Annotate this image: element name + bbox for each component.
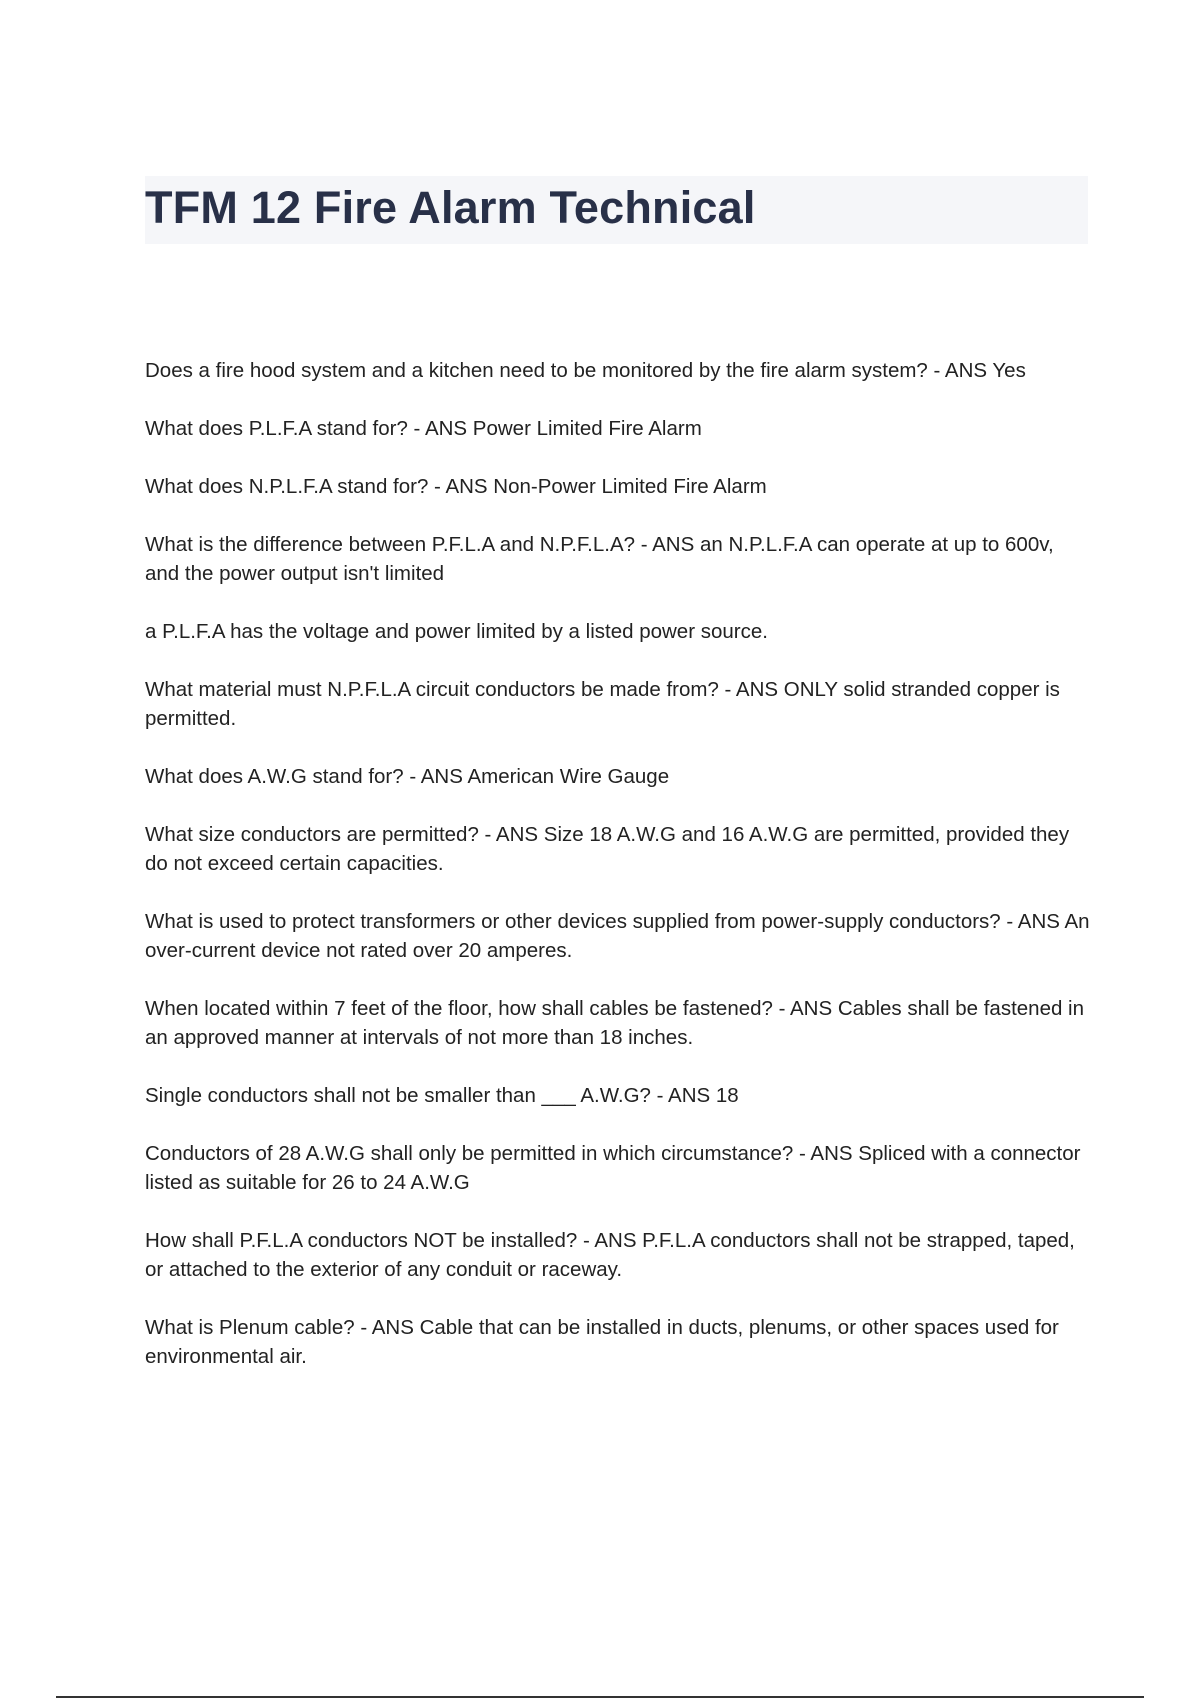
qa-paragraph: Does a fire hood system and a kitchen need to be monitored by the fire alarm system? - ANS Yes	[145, 359, 1026, 382]
qa-paragraph: What size conductors are permitted? - ANS Size 18 A.W.G and 16 A.W.G are permitted, provided they do not exceed certain capacities.	[145, 823, 1070, 875]
qa-paragraph: What does N.P.L.F.A stand for? - ANS Non-Power Limited Fire Alarm	[145, 475, 767, 498]
footer-divider	[56, 1696, 1144, 1698]
qa-paragraph: What does A.W.G stand for? - ANS American Wire Gauge	[145, 765, 670, 788]
qa-paragraph: How shall P.F.L.A conductors NOT be installed? - ANS P.F.L.A conductors shall not be strapped, taped, or attached to the exterior of any conduit or raceway.	[145, 1229, 1075, 1281]
qa-paragraph: When located within 7 feet of the floor, how shall cables be fastened? - ANS Cables shall be fastened in an approved manner at intervals of not more than 18 inches.	[145, 997, 1085, 1049]
qa-list	[145, 356, 1090, 1400]
qa-paragraph: What material must N.P.F.L.A circuit conductors be made from? - ANS ONLY solid stranded copper is permitted.	[145, 678, 1060, 730]
qa-paragraph: Single conductors shall not be smaller than ___ A.W.G? - ANS 18	[145, 1084, 739, 1107]
qa-paragraph: a P.L.F.A has the voltage and power limited by a listed power source.	[145, 620, 768, 643]
qa-paragraph: What is used to protect transformers or other devices supplied from power-supply conductors? - ANS An over-current device not rated over 20 amperes.	[145, 910, 1090, 962]
qa-paragraph: What is the difference between P.F.L.A and N.P.F.L.A? - ANS an N.P.L.F.A can operate at up to 600v, and the power output isn't limited	[145, 533, 1054, 585]
qa-paragraph: Conductors of 28 A.W.G shall only be permitted in which circumstance? - ANS Spliced with a connector listed as suitable for 26 to 24 A.W.G	[145, 1142, 1081, 1194]
title-banner	[145, 176, 1088, 244]
qa-paragraph: What does P.L.F.A stand for? - ANS Power Limited Fire Alarm	[145, 417, 702, 440]
qa-paragraph: What is Plenum cable? - ANS Cable that can be installed in ducts, plenums, or other spaces used for environmental air.	[145, 1316, 1059, 1368]
page-title: TFM 12 Fire Alarm Technical	[145, 182, 756, 233]
